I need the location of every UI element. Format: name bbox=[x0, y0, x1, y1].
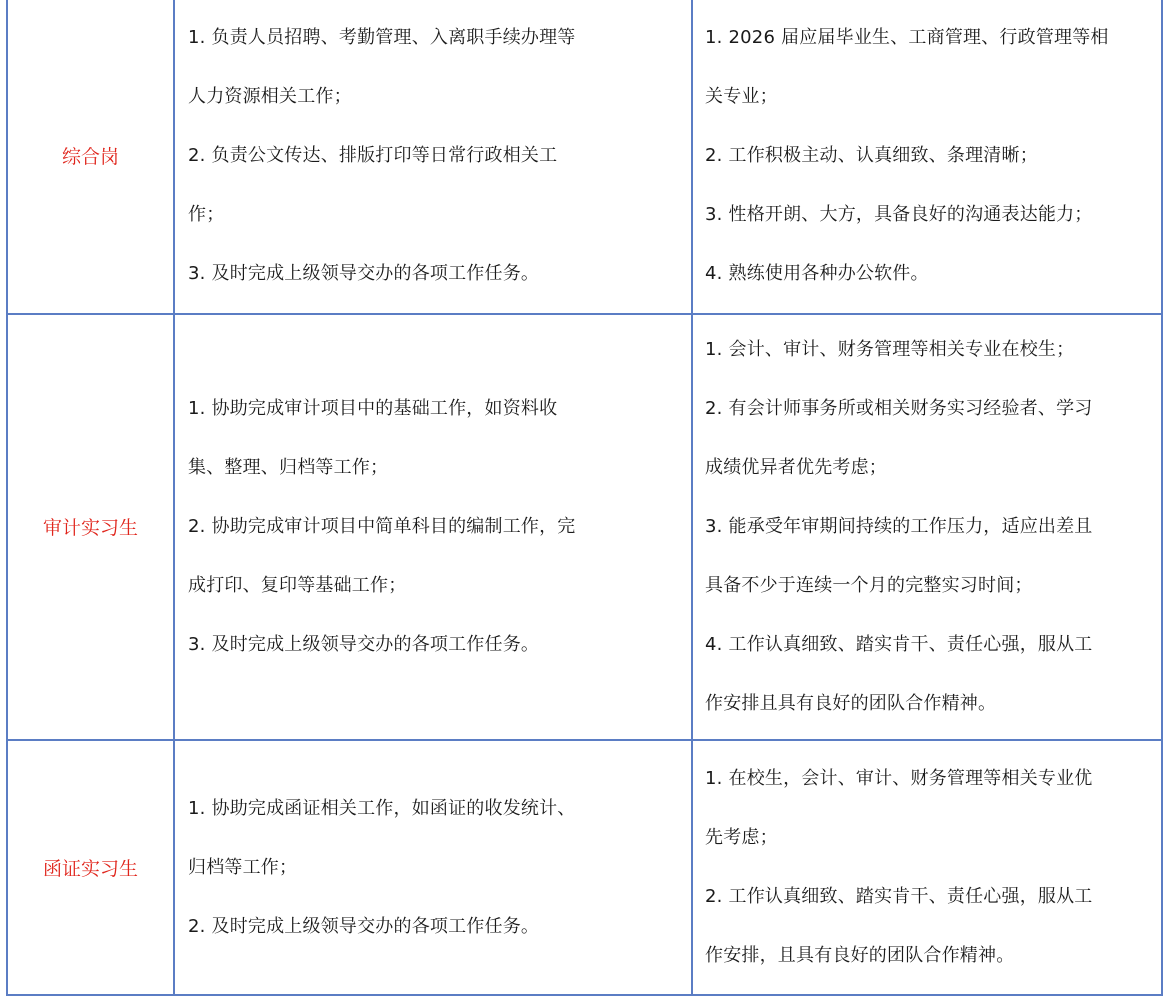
requirements-list bbox=[705, 749, 1147, 985]
duty-line: 成打印、复印等基础工作； bbox=[188, 575, 407, 596]
table-row bbox=[7, 314, 1162, 740]
requirement-line: 作安排且具有良好的团队合作精神。 bbox=[705, 693, 997, 714]
duties-list bbox=[188, 379, 681, 674]
requirement-line: 2. 有会计师事务所或相关财务实习经验者、学习 bbox=[705, 398, 1093, 419]
duty-line: 1. 负责人员招聘、考勤管理、入离职手续办理等 bbox=[188, 26, 576, 48]
table-row bbox=[7, 740, 1162, 995]
requirement-line: 成绩优异者优先考虑； bbox=[705, 457, 887, 478]
requirements-list bbox=[705, 320, 1147, 733]
duty-line: 1. 协助完成函证相关工作，如函证的收发统计、 bbox=[188, 797, 576, 819]
requirements-cell bbox=[692, 314, 1162, 740]
requirement-line: 具备不少于连续一个月的完整实习时间； bbox=[705, 575, 1033, 596]
duty-line: 2. 协助完成审计项目中简单科目的编制工作，完 bbox=[188, 516, 576, 537]
role-name: 审计实习生 bbox=[42, 517, 138, 539]
requirement-line: 3. 性格开朗、大方，具备良好的沟通表达能力； bbox=[705, 203, 1093, 225]
role-cell bbox=[7, 740, 174, 995]
duty-line: 归档等工作； bbox=[188, 856, 298, 878]
table-row bbox=[7, 0, 1162, 314]
requirement-line: 作安排，且具有良好的团队合作精神。 bbox=[705, 945, 1015, 966]
duty-line: 作； bbox=[188, 203, 225, 225]
role-name: 函证实习生 bbox=[42, 857, 138, 880]
role-cell bbox=[7, 0, 174, 314]
requirement-line: 2. 工作认真细致、踏实肯干、责任心强，服从工 bbox=[705, 886, 1093, 907]
requirement-line: 4. 工作认真细致、踏实肯干、责任心强，服从工 bbox=[705, 634, 1093, 655]
requirements-cell bbox=[692, 740, 1162, 995]
duty-line: 2. 负责公文传达、排版打印等日常行政相关工 bbox=[188, 144, 558, 166]
requirement-line: 2. 工作积极主动、认真细致、条理清晰； bbox=[705, 144, 1038, 166]
role-name: 综合岗 bbox=[61, 145, 119, 168]
duties-cell bbox=[174, 314, 692, 740]
duty-line: 3. 及时完成上级领导交办的各项工作任务。 bbox=[188, 634, 540, 655]
duties-list bbox=[188, 8, 681, 303]
duties-list bbox=[188, 779, 681, 956]
duties-cell bbox=[174, 740, 692, 995]
requirement-line: 1. 在校生，会计、审计、财务管理等相关专业优 bbox=[705, 768, 1093, 789]
role-cell bbox=[7, 314, 174, 740]
requirement-line: 4. 熟练使用各种办公软件。 bbox=[705, 262, 929, 284]
requirements-list bbox=[705, 8, 1147, 303]
duties-cell bbox=[174, 0, 692, 314]
requirements-cell bbox=[692, 0, 1162, 314]
duty-line: 3. 及时完成上级领导交办的各项工作任务。 bbox=[188, 262, 540, 284]
duty-line: 集、整理、归档等工作； bbox=[188, 457, 389, 478]
duty-line: 1. 协助完成审计项目中的基础工作，如资料收 bbox=[188, 398, 558, 419]
requirement-line: 3. 能承受年审期间持续的工作压力，适应出差且 bbox=[705, 516, 1093, 537]
requirement-line: 1. 会计、审计、财务管理等相关专业在校生； bbox=[705, 339, 1075, 360]
requirement-line: 先考虑； bbox=[705, 827, 778, 848]
job-requirements-table bbox=[6, 0, 1163, 996]
requirement-line: 1. 2026 届应届毕业生、工商管理、行政管理等相 bbox=[705, 26, 1109, 48]
duty-line: 人力资源相关工作； bbox=[188, 85, 352, 107]
requirement-line: 关专业； bbox=[705, 85, 778, 107]
duty-line: 2. 及时完成上级领导交办的各项工作任务。 bbox=[188, 915, 540, 937]
